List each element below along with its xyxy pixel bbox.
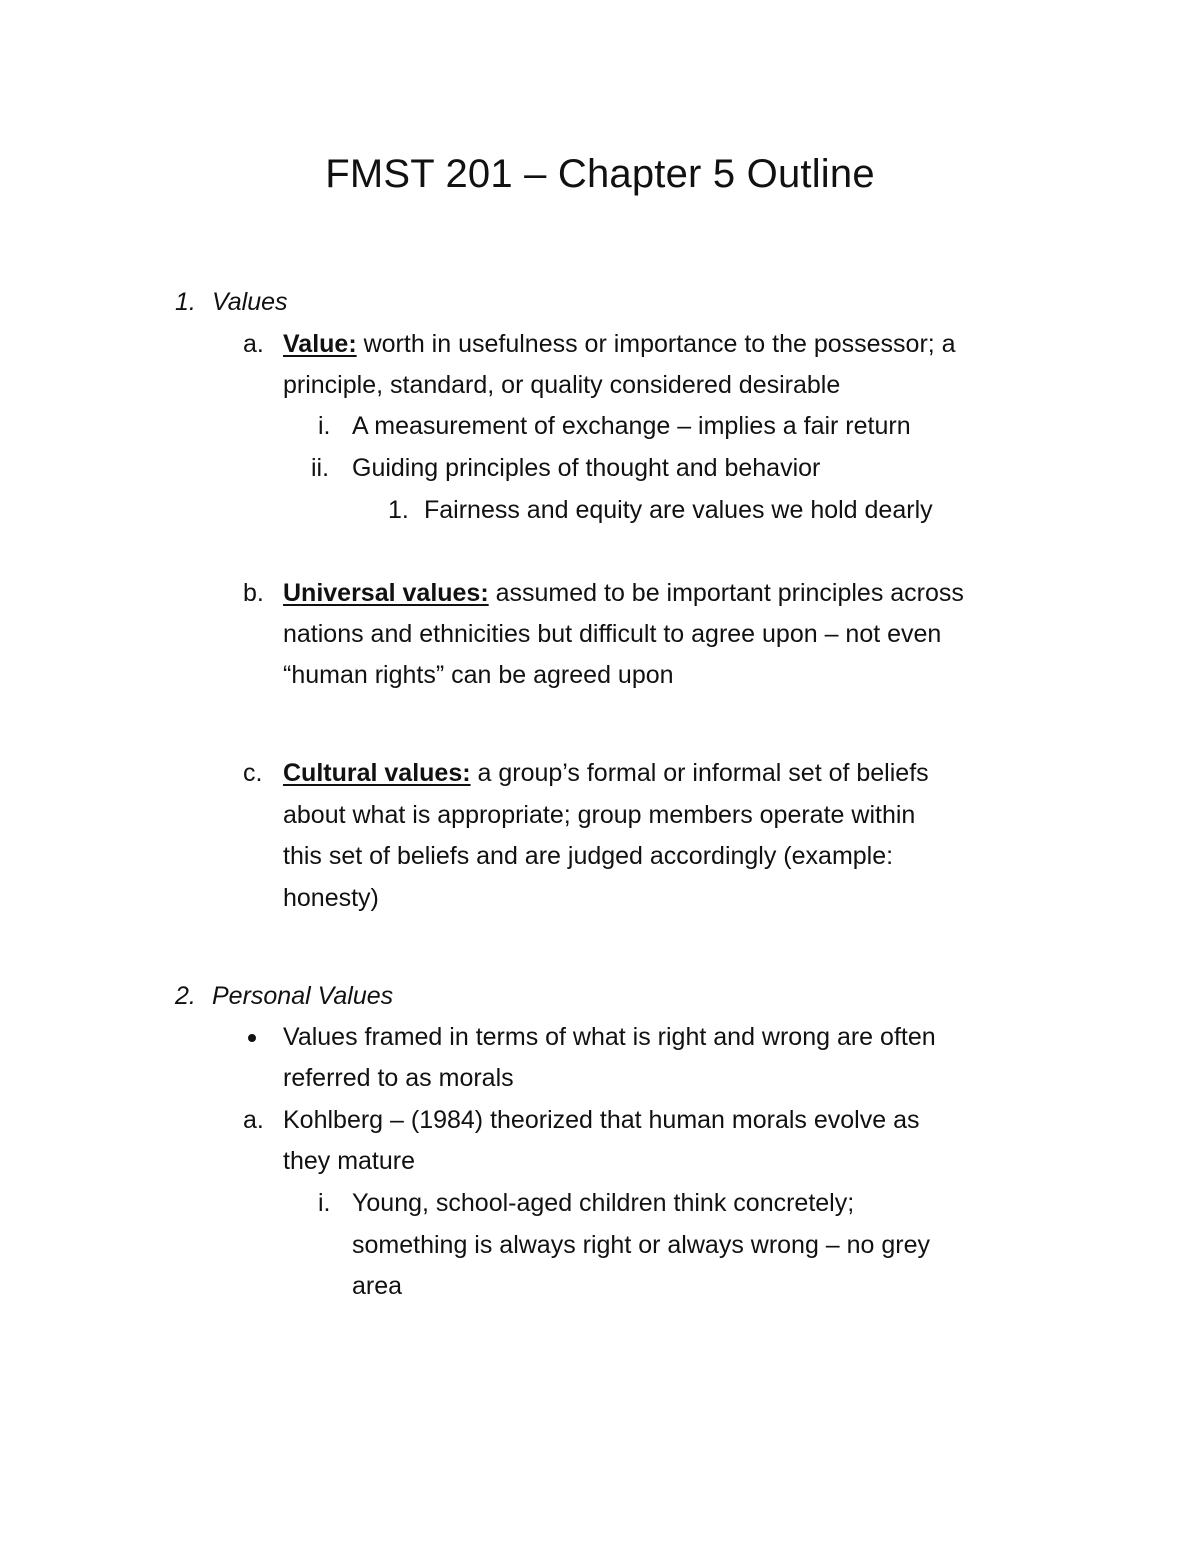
item-line: honesty) xyxy=(283,884,379,912)
section-number: 2. xyxy=(175,982,196,1010)
item-line: “human rights” can be agreed upon xyxy=(283,661,674,689)
bullet-icon xyxy=(248,1034,256,1042)
bullet-line: referred to as morals xyxy=(283,1064,514,1092)
section-number: 1. xyxy=(175,288,196,316)
page-title: FMST 201 – Chapter 5 Outline xyxy=(325,152,875,196)
item-marker: b. xyxy=(243,579,264,607)
item-marker: a. xyxy=(243,1106,264,1134)
term-value: Value: xyxy=(283,330,357,358)
subitem-marker: 1. xyxy=(388,496,409,524)
item-line xyxy=(283,324,956,365)
item-line: about what is appropriate; group members operate within xyxy=(283,801,916,829)
item-line: Kohlberg – (1984) theorized that human morals evolve as xyxy=(283,1106,920,1134)
term-cultural-values: Cultural values: xyxy=(283,759,471,787)
bullet-line: Values framed in terms of what is right and wrong are often xyxy=(283,1023,936,1051)
item-line xyxy=(283,573,964,614)
item-line xyxy=(283,753,929,794)
subitem-text: Guiding principles of thought and behavior xyxy=(352,454,821,482)
item-text: assumed to be important principles across xyxy=(488,579,964,607)
term-universal-values: Universal values: xyxy=(283,579,489,607)
item-text: a group’s formal or informal set of beliefs xyxy=(470,759,929,787)
subitem-marker: i. xyxy=(318,1189,331,1217)
section-heading: Personal Values xyxy=(212,982,394,1010)
subitem-line: something is always right or always wrong – no grey xyxy=(352,1231,931,1259)
item-line: this set of beliefs and are judged accordingly (example: xyxy=(283,842,894,870)
subitem-text: A measurement of exchange – implies a fair return xyxy=(352,412,911,440)
item-line: nations and ethnicities but difficult to agree upon – not even xyxy=(283,620,942,648)
subitem-line: area xyxy=(352,1272,403,1300)
item-line: they mature xyxy=(283,1147,416,1175)
item-marker: c. xyxy=(243,759,263,787)
section-heading: Values xyxy=(212,288,288,316)
subitem-marker: i. xyxy=(318,412,331,440)
item-marker: a. xyxy=(243,330,264,358)
subitem-text: Fairness and equity are values we hold dearly xyxy=(424,496,933,524)
subitem-line: Young, school-aged children think concretely; xyxy=(352,1189,855,1217)
subitem-marker: ii. xyxy=(311,454,330,482)
item-line: principle, standard, or quality considered desirable xyxy=(283,371,841,399)
item-text: worth in usefulness or importance to the possessor; a xyxy=(356,330,956,358)
